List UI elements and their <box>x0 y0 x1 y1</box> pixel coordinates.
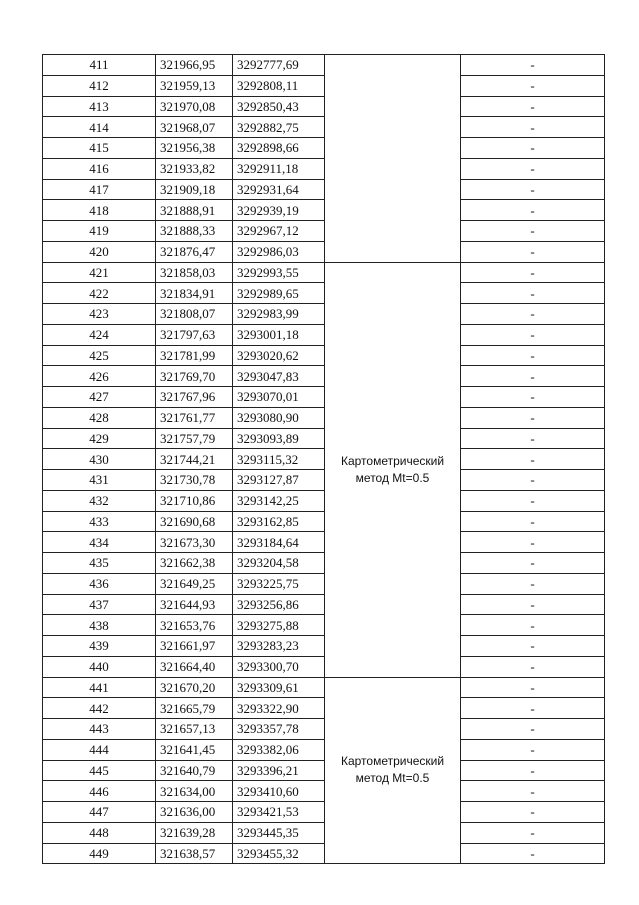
table-row <box>43 138 605 159</box>
table-row <box>43 656 605 677</box>
x-coordinate-cell: 321644,93 <box>156 594 233 615</box>
x-coordinate-cell: 321634,00 <box>156 781 233 802</box>
table-row <box>43 511 605 532</box>
table-row <box>43 75 605 96</box>
y-coordinate-cell: 3293020,62 <box>233 345 325 366</box>
point-number-cell: 426 <box>43 366 156 387</box>
x-coordinate-cell: 321670,20 <box>156 677 233 698</box>
point-number-cell: 431 <box>43 470 156 491</box>
point-number-cell: 422 <box>43 283 156 304</box>
y-coordinate-cell: 3293115,32 <box>233 449 325 470</box>
y-coordinate-cell: 3292939,19 <box>233 200 325 221</box>
point-number-cell: 427 <box>43 387 156 408</box>
note-cell: - <box>461 55 605 76</box>
table-row <box>43 490 605 511</box>
note-cell: - <box>461 532 605 553</box>
table-row <box>43 262 605 283</box>
x-coordinate-cell: 321888,33 <box>156 221 233 242</box>
table-row <box>43 117 605 138</box>
x-coordinate-cell: 321639,28 <box>156 822 233 843</box>
coordinates-table-body <box>43 55 605 864</box>
table-row <box>43 221 605 242</box>
x-coordinate-cell: 321761,77 <box>156 407 233 428</box>
y-coordinate-cell: 3293001,18 <box>233 324 325 345</box>
point-number-cell: 423 <box>43 304 156 325</box>
x-coordinate-cell: 321661,97 <box>156 636 233 657</box>
table-row <box>43 843 605 864</box>
point-number-cell: 437 <box>43 594 156 615</box>
y-coordinate-cell: 3292777,69 <box>233 55 325 76</box>
table-row <box>43 345 605 366</box>
table-row <box>43 615 605 636</box>
note-cell: - <box>461 636 605 657</box>
note-cell: - <box>461 573 605 594</box>
note-cell: - <box>461 739 605 760</box>
note-cell: - <box>461 553 605 574</box>
x-coordinate-cell: 321888,91 <box>156 200 233 221</box>
point-number-cell: 441 <box>43 677 156 698</box>
x-coordinate-cell: 321797,63 <box>156 324 233 345</box>
x-coordinate-cell: 321966,95 <box>156 55 233 76</box>
table-row <box>43 55 605 76</box>
method-cell: Картометрический метод Mt=0.5 <box>325 262 461 677</box>
point-number-cell: 418 <box>43 200 156 221</box>
point-number-cell: 438 <box>43 615 156 636</box>
point-number-cell: 417 <box>43 179 156 200</box>
table-row <box>43 573 605 594</box>
note-cell: - <box>461 407 605 428</box>
point-number-cell: 439 <box>43 636 156 657</box>
x-coordinate-cell: 321909,18 <box>156 179 233 200</box>
table-row <box>43 470 605 491</box>
note-cell: - <box>461 304 605 325</box>
y-coordinate-cell: 3292986,03 <box>233 241 325 262</box>
note-cell: - <box>461 75 605 96</box>
point-number-cell: 444 <box>43 739 156 760</box>
note-cell: - <box>461 262 605 283</box>
point-number-cell: 416 <box>43 158 156 179</box>
point-number-cell: 412 <box>43 75 156 96</box>
x-coordinate-cell: 321641,45 <box>156 739 233 760</box>
x-coordinate-cell: 321690,68 <box>156 511 233 532</box>
y-coordinate-cell: 3293455,32 <box>233 843 325 864</box>
table-row <box>43 760 605 781</box>
table-row <box>43 553 605 574</box>
y-coordinate-cell: 3293093,89 <box>233 428 325 449</box>
y-coordinate-cell: 3293275,88 <box>233 615 325 636</box>
point-number-cell: 434 <box>43 532 156 553</box>
note-cell: - <box>461 490 605 511</box>
note-cell: - <box>461 200 605 221</box>
table-row <box>43 366 605 387</box>
x-coordinate-cell: 321638,57 <box>156 843 233 864</box>
note-cell: - <box>461 656 605 677</box>
y-coordinate-cell: 3293445,35 <box>233 822 325 843</box>
y-coordinate-cell: 3293382,06 <box>233 739 325 760</box>
note-cell: - <box>461 781 605 802</box>
y-coordinate-cell: 3293225,75 <box>233 573 325 594</box>
x-coordinate-cell: 321757,79 <box>156 428 233 449</box>
y-coordinate-cell: 3292882,75 <box>233 117 325 138</box>
note-cell: - <box>461 698 605 719</box>
note-cell: - <box>461 241 605 262</box>
note-cell: - <box>461 449 605 470</box>
x-coordinate-cell: 321662,38 <box>156 553 233 574</box>
y-coordinate-cell: 3292967,12 <box>233 221 325 242</box>
y-coordinate-cell: 3292808,11 <box>233 75 325 96</box>
x-coordinate-cell: 321649,25 <box>156 573 233 594</box>
x-coordinate-cell: 321808,07 <box>156 304 233 325</box>
point-number-cell: 413 <box>43 96 156 117</box>
table-row <box>43 407 605 428</box>
table-row <box>43 449 605 470</box>
note-cell: - <box>461 843 605 864</box>
y-coordinate-cell: 3293357,78 <box>233 719 325 740</box>
point-number-cell: 421 <box>43 262 156 283</box>
note-cell: - <box>461 366 605 387</box>
note-cell: - <box>461 428 605 449</box>
x-coordinate-cell: 321653,76 <box>156 615 233 636</box>
x-coordinate-cell: 321970,08 <box>156 96 233 117</box>
x-coordinate-cell: 321664,40 <box>156 656 233 677</box>
point-number-cell: 429 <box>43 428 156 449</box>
note-cell: - <box>461 96 605 117</box>
table-row <box>43 324 605 345</box>
table-row <box>43 677 605 698</box>
note-cell: - <box>461 822 605 843</box>
note-cell: - <box>461 283 605 304</box>
point-number-cell: 411 <box>43 55 156 76</box>
y-coordinate-cell: 3293184,64 <box>233 532 325 553</box>
table-row <box>43 594 605 615</box>
x-coordinate-cell: 321876,47 <box>156 241 233 262</box>
y-coordinate-cell: 3292898,66 <box>233 138 325 159</box>
x-coordinate-cell: 321665,79 <box>156 698 233 719</box>
x-coordinate-cell: 321858,03 <box>156 262 233 283</box>
table-row <box>43 781 605 802</box>
y-coordinate-cell: 3293309,61 <box>233 677 325 698</box>
y-coordinate-cell: 3292911,18 <box>233 158 325 179</box>
note-cell: - <box>461 221 605 242</box>
note-cell: - <box>461 117 605 138</box>
table-row <box>43 158 605 179</box>
x-coordinate-cell: 321730,78 <box>156 470 233 491</box>
x-coordinate-cell: 321956,38 <box>156 138 233 159</box>
y-coordinate-cell: 3293070,01 <box>233 387 325 408</box>
point-number-cell: 446 <box>43 781 156 802</box>
note-cell: - <box>461 594 605 615</box>
point-number-cell: 449 <box>43 843 156 864</box>
y-coordinate-cell: 3293322,90 <box>233 698 325 719</box>
note-cell: - <box>461 179 605 200</box>
table-row <box>43 96 605 117</box>
note-cell: - <box>461 470 605 491</box>
y-coordinate-cell: 3293300,70 <box>233 656 325 677</box>
x-coordinate-cell: 321959,13 <box>156 75 233 96</box>
y-coordinate-cell: 3292989,65 <box>233 283 325 304</box>
note-cell: - <box>461 760 605 781</box>
note-cell: - <box>461 324 605 345</box>
y-coordinate-cell: 3292983,99 <box>233 304 325 325</box>
point-number-cell: 448 <box>43 822 156 843</box>
point-number-cell: 420 <box>43 241 156 262</box>
x-coordinate-cell: 321636,00 <box>156 802 233 823</box>
table-row <box>43 532 605 553</box>
point-number-cell: 445 <box>43 760 156 781</box>
y-coordinate-cell: 3293410,60 <box>233 781 325 802</box>
y-coordinate-cell: 3292931,64 <box>233 179 325 200</box>
table-row <box>43 283 605 304</box>
point-number-cell: 432 <box>43 490 156 511</box>
y-coordinate-cell: 3293204,58 <box>233 553 325 574</box>
table-row <box>43 739 605 760</box>
y-coordinate-cell: 3293256,86 <box>233 594 325 615</box>
note-cell: - <box>461 345 605 366</box>
x-coordinate-cell: 321744,21 <box>156 449 233 470</box>
coordinates-table <box>42 54 605 864</box>
point-number-cell: 436 <box>43 573 156 594</box>
table-row <box>43 387 605 408</box>
y-coordinate-cell: 3293127,87 <box>233 470 325 491</box>
note-cell: - <box>461 677 605 698</box>
y-coordinate-cell: 3293080,90 <box>233 407 325 428</box>
x-coordinate-cell: 321710,86 <box>156 490 233 511</box>
note-cell: - <box>461 387 605 408</box>
x-coordinate-cell: 321834,91 <box>156 283 233 304</box>
x-coordinate-cell: 321781,99 <box>156 345 233 366</box>
x-coordinate-cell: 321933,82 <box>156 158 233 179</box>
x-coordinate-cell: 321640,79 <box>156 760 233 781</box>
note-cell: - <box>461 719 605 740</box>
table-row <box>43 822 605 843</box>
y-coordinate-cell: 3293142,25 <box>233 490 325 511</box>
point-number-cell: 428 <box>43 407 156 428</box>
x-coordinate-cell: 321769,70 <box>156 366 233 387</box>
point-number-cell: 435 <box>43 553 156 574</box>
point-number-cell: 415 <box>43 138 156 159</box>
table-row <box>43 200 605 221</box>
y-coordinate-cell: 3293283,23 <box>233 636 325 657</box>
point-number-cell: 447 <box>43 802 156 823</box>
method-cell <box>325 55 461 263</box>
note-cell: - <box>461 615 605 636</box>
y-coordinate-cell: 3293421,53 <box>233 802 325 823</box>
point-number-cell: 442 <box>43 698 156 719</box>
y-coordinate-cell: 3293047,83 <box>233 366 325 387</box>
point-number-cell: 440 <box>43 656 156 677</box>
x-coordinate-cell: 321673,30 <box>156 532 233 553</box>
note-cell: - <box>461 158 605 179</box>
table-row <box>43 304 605 325</box>
table-row <box>43 179 605 200</box>
y-coordinate-cell: 3293396,21 <box>233 760 325 781</box>
point-number-cell: 433 <box>43 511 156 532</box>
x-coordinate-cell: 321657,13 <box>156 719 233 740</box>
x-coordinate-cell: 321968,07 <box>156 117 233 138</box>
point-number-cell: 425 <box>43 345 156 366</box>
point-number-cell: 430 <box>43 449 156 470</box>
table-row <box>43 636 605 657</box>
y-coordinate-cell: 3293162,85 <box>233 511 325 532</box>
point-number-cell: 424 <box>43 324 156 345</box>
note-cell: - <box>461 511 605 532</box>
point-number-cell: 414 <box>43 117 156 138</box>
method-cell: Картометрический метод Mt=0.5 <box>325 677 461 864</box>
table-row <box>43 241 605 262</box>
x-coordinate-cell: 321767,96 <box>156 387 233 408</box>
y-coordinate-cell: 3292993,55 <box>233 262 325 283</box>
table-row <box>43 428 605 449</box>
note-cell: - <box>461 802 605 823</box>
point-number-cell: 443 <box>43 719 156 740</box>
note-cell: - <box>461 138 605 159</box>
table-row <box>43 698 605 719</box>
table-row <box>43 719 605 740</box>
table-row <box>43 802 605 823</box>
point-number-cell: 419 <box>43 221 156 242</box>
y-coordinate-cell: 3292850,43 <box>233 96 325 117</box>
